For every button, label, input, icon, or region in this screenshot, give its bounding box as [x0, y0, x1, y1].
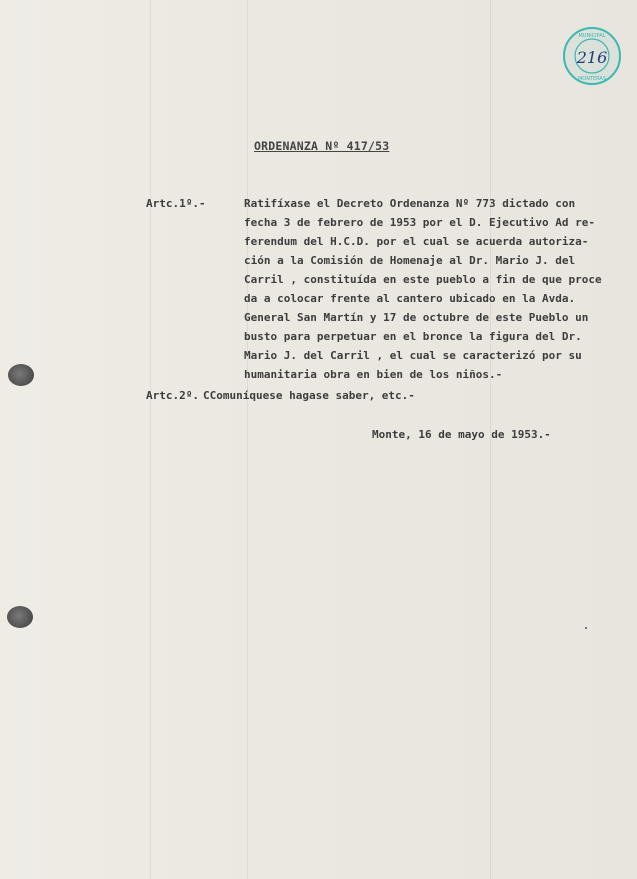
article-1-line: fecha 3 de febrero de 1953 por el D. Ejecutivo Ad re-: [244, 216, 595, 229]
punch-hole: [8, 364, 34, 386]
article-1-line: humanitaria obra en bien de los niños.-: [244, 368, 503, 381]
article-1-line: ferendum del H.C.D. por el cual se acuerda autoriza-: [244, 235, 589, 248]
article-1-label: Artc.1º.-: [146, 197, 206, 210]
municipal-stamp: [562, 26, 622, 86]
paper-fold-line: [150, 0, 151, 879]
paper-fold-line: [247, 0, 248, 879]
article-1-line: Mario J. del Carril , el cual se caracterizó por su: [244, 349, 582, 362]
ordinance-title: ORDENANZA Nº 417/53: [254, 139, 390, 153]
stamp-ring-top: MUNICIPAL: [578, 33, 606, 39]
punch-hole: [7, 606, 33, 628]
article-1-line: Ratifíxase el Decreto Ordenanza Nº 773 dictado con: [244, 197, 576, 210]
stamp-ring-bottom: MONTERAS: [577, 76, 607, 82]
article-1-line: da a colocar frente al cantero ubicado en la Avda.: [244, 292, 576, 305]
article-1-line: busto para perpetuar en el bronce la figura del Dr.: [244, 330, 582, 343]
article-2-text: CComuníquese hagase saber, etc.-: [203, 389, 415, 402]
stamp-number: 216: [576, 48, 608, 67]
article-2-label: Artc.2º.: [146, 389, 199, 402]
paper-speck: [585, 627, 587, 629]
closing-date: Monte, 16 de mayo de 1953.-: [372, 428, 551, 441]
article-1-line: Carril , constituída en este pueblo a fin de que proce: [244, 273, 602, 286]
article-1-line: General San Martín y 17 de octubre de este Pueblo un: [244, 311, 589, 324]
article-1-line: ción a la Comisión de Homenaje al Dr. Mario J. del: [244, 254, 576, 267]
